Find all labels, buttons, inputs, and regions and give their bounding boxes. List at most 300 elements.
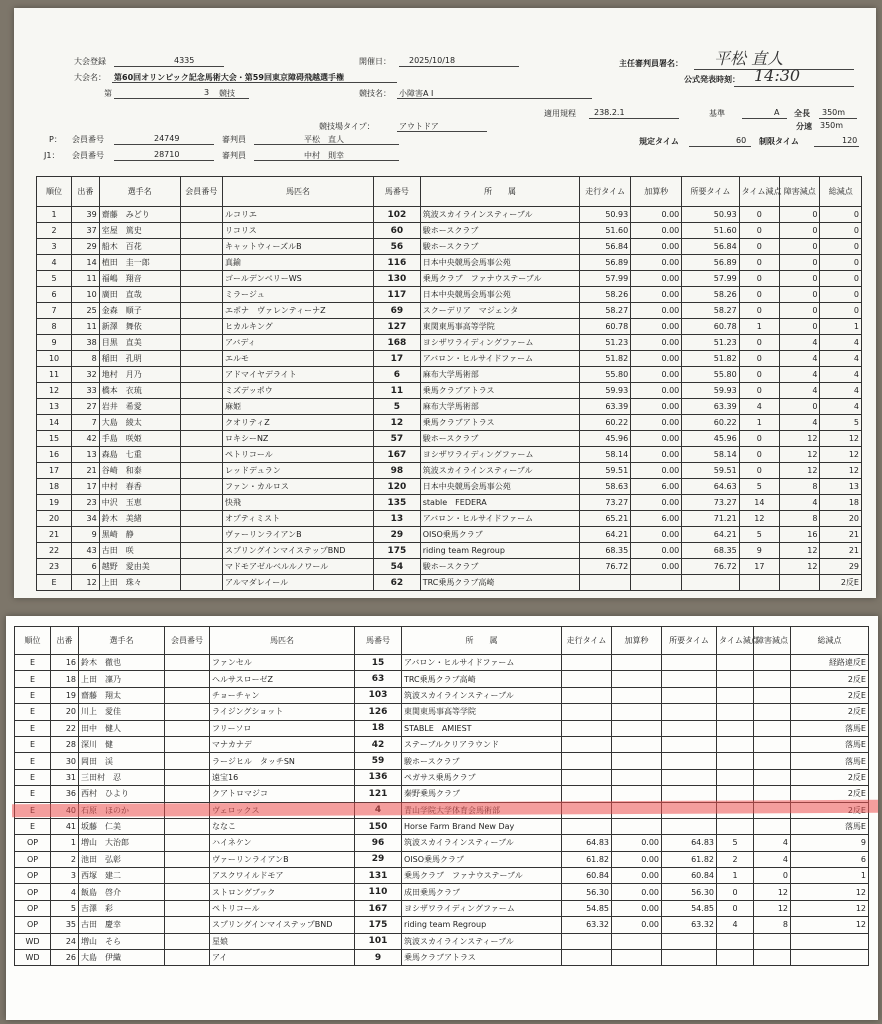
cell-horse-no: 6	[373, 367, 420, 383]
column-header-jump-faults: 障害減点	[780, 177, 820, 207]
column-header-horse-no: 馬番号	[355, 627, 402, 655]
table-row	[37, 303, 862, 319]
cell-horse-no: 127	[373, 319, 420, 335]
cell-time-faults: 5	[717, 835, 754, 851]
table-row	[15, 704, 869, 720]
cell-total-faults: 4	[820, 399, 862, 415]
cell-start-no: 21	[72, 463, 100, 479]
cell-run-time: 59.51	[580, 463, 631, 479]
cell-added-sec	[612, 687, 662, 703]
cell-rank: OP	[15, 884, 51, 900]
cell-run-time: 45.96	[580, 431, 631, 447]
cell-run-time: 76.72	[580, 559, 631, 575]
cell-member-no	[180, 399, 223, 415]
table-row	[15, 671, 869, 687]
cell-jump-faults: 0	[780, 223, 820, 239]
cell-run-time	[562, 655, 612, 671]
cell-rank: 3	[37, 239, 72, 255]
j1-judge-label: 審判員	[222, 151, 246, 160]
cell-horse-no: 167	[355, 900, 402, 916]
cell-added-sec: 0.00	[631, 415, 682, 431]
cell-added-sec: 0.00	[631, 367, 682, 383]
cell-total-faults: 0	[820, 207, 862, 223]
cell-time-faults: 5	[739, 527, 779, 543]
cell-time-faults: 0	[739, 431, 779, 447]
cell-start-no: 26	[51, 950, 79, 966]
cell-run-time: 55.80	[580, 367, 631, 383]
cell-rider-name: 中村 春香	[99, 479, 180, 495]
cell-run-time: 57.99	[580, 271, 631, 287]
event-date: 2025/10/18	[409, 56, 456, 65]
cell-member-no	[165, 917, 210, 933]
cell-member-no	[180, 543, 223, 559]
cell-horse-no: 11	[373, 383, 420, 399]
table-row	[15, 851, 869, 867]
cell-total-time	[662, 655, 717, 671]
cell-member-no	[180, 223, 223, 239]
cell-run-time	[562, 671, 612, 687]
cell-affiliation: 麻布大学馬術部	[420, 399, 579, 415]
cell-affiliation: 筑波スカイラインスティーブル	[402, 933, 562, 949]
cell-affiliation: 駿ホースクラブ	[420, 431, 579, 447]
cell-start-no: 32	[72, 367, 100, 383]
event-name: 第60回オリンピック記念馬術大会・第59回東京障碍飛越選手権	[114, 73, 344, 82]
cell-total-time	[662, 736, 717, 752]
cell-affiliation: ヨシザワライディングファーム	[420, 335, 579, 351]
cell-member-no	[165, 687, 210, 703]
cell-member-no	[180, 271, 223, 287]
cell-jump-faults: 12	[754, 900, 791, 916]
length-label: 全長	[794, 109, 810, 118]
cell-added-sec: 0.00	[631, 239, 682, 255]
cell-jump-faults: 12	[780, 463, 820, 479]
table-row	[15, 900, 869, 916]
cell-jump-faults: 8	[780, 479, 820, 495]
cell-run-time: 58.14	[580, 447, 631, 463]
cell-rank: 20	[37, 511, 72, 527]
cell-horse-no: 17	[373, 351, 420, 367]
cell-horse-no: 102	[373, 207, 420, 223]
cell-horse-name: ヒカルキング	[223, 319, 374, 335]
cell-start-no: 5	[51, 900, 79, 916]
cell-jump-faults: 4	[780, 383, 820, 399]
cell-rider-name: 三田村 忍	[79, 769, 165, 785]
cell-member-no	[180, 559, 223, 575]
cell-horse-no: 101	[355, 933, 402, 949]
cell-added-sec: 0.00	[631, 303, 682, 319]
cell-rank: 1	[37, 207, 72, 223]
cell-horse-name: キャットウィーズルB	[223, 239, 374, 255]
cell-horse-name: クオリティZ	[223, 415, 374, 431]
column-header-total-time: 所要タイム	[662, 627, 717, 655]
column-header-rank: 順位	[37, 177, 72, 207]
cell-run-time	[580, 575, 631, 591]
cell-jump-faults: 0	[780, 255, 820, 271]
cell-start-no: 35	[51, 917, 79, 933]
cell-rank: 11	[37, 367, 72, 383]
cell-time-faults: 1	[717, 868, 754, 884]
cell-start-no: 37	[72, 223, 100, 239]
cell-member-no	[180, 367, 223, 383]
cell-horse-name: リコリス	[223, 223, 374, 239]
cell-rank: OP	[15, 900, 51, 916]
cell-time-faults: 0	[739, 335, 779, 351]
cell-total-faults: 0	[820, 223, 862, 239]
cell-rider-name: 鈴木 徹也	[79, 655, 165, 671]
cell-run-time: 61.82	[562, 851, 612, 867]
cell-added-sec: 0.00	[631, 271, 682, 287]
column-header-jump-faults: 障害減点	[754, 627, 791, 655]
cell-rider-name: 植田 圭一郎	[99, 255, 180, 271]
cell-start-no: 27	[72, 399, 100, 415]
cell-member-no	[165, 900, 210, 916]
cell-jump-faults: 0	[780, 319, 820, 335]
cell-horse-name: マナカナデ	[210, 736, 355, 752]
cell-start-no: 12	[72, 575, 100, 591]
cell-rider-name: 古田 慶幸	[79, 917, 165, 933]
cell-horse-name: ハイネケン	[210, 835, 355, 851]
cell-total-time: 56.89	[682, 255, 739, 271]
cell-time-faults: 0	[739, 303, 779, 319]
cell-rider-name: 船木 百花	[99, 239, 180, 255]
cell-rank: OP	[15, 868, 51, 884]
cell-jump-faults: 12	[780, 559, 820, 575]
cell-horse-name: ファン・カルロス	[223, 479, 374, 495]
cell-total-time: 56.84	[682, 239, 739, 255]
cell-added-sec: 0.00	[612, 900, 662, 916]
cell-run-time: 68.35	[580, 543, 631, 559]
table-row	[37, 271, 862, 287]
cell-rank: 14	[37, 415, 72, 431]
cell-time-faults: 0	[717, 900, 754, 916]
table-row	[15, 769, 869, 785]
j1-member-label: 会員番号	[72, 151, 104, 160]
table-row	[37, 543, 862, 559]
cell-affiliation: 筑波スカイラインスティーブル	[420, 207, 579, 223]
table-row	[15, 933, 869, 949]
cell-member-no	[180, 303, 223, 319]
cell-start-no: 34	[72, 511, 100, 527]
cell-run-time	[562, 950, 612, 966]
cell-horse-name: ストロングブック	[210, 884, 355, 900]
cell-total-time	[662, 786, 717, 802]
cell-rank: 4	[37, 255, 72, 271]
cell-rider-name: 増山 大治郎	[79, 835, 165, 851]
cell-start-no: 22	[51, 720, 79, 736]
cell-horse-name: ヘルサスローゼZ	[210, 671, 355, 687]
cell-total-time: 51.60	[682, 223, 739, 239]
cell-jump-faults: 0	[780, 207, 820, 223]
cell-run-time	[562, 769, 612, 785]
cell-horse-name: アバディ	[223, 335, 374, 351]
reg-label: 大会登録	[74, 57, 106, 66]
cell-rider-name: 金森 順子	[99, 303, 180, 319]
column-header-rank: 順位	[15, 627, 51, 655]
cell-rider-name: 坂藤 仁美	[79, 818, 165, 834]
cell-rider-name: 西塚 建二	[79, 868, 165, 884]
cell-start-no: 17	[72, 479, 100, 495]
cell-rank: 19	[37, 495, 72, 511]
cell-affiliation: 乗馬クラブアトラス	[420, 415, 579, 431]
cell-added-sec	[612, 720, 662, 736]
cell-start-no: 24	[51, 933, 79, 949]
cell-jump-faults	[754, 933, 791, 949]
cell-affiliation: 筑波スカイラインスティーブル	[420, 463, 579, 479]
cell-time-faults	[717, 655, 754, 671]
cell-total-time: 71.21	[682, 511, 739, 527]
cell-jump-faults: 0	[780, 399, 820, 415]
cell-start-no: 3	[51, 868, 79, 884]
cell-added-sec: 0.00	[631, 351, 682, 367]
cell-rank: 17	[37, 463, 72, 479]
cell-added-sec	[612, 736, 662, 752]
cell-affiliation: 日本中央競馬会馬事公苑	[420, 255, 579, 271]
cell-time-faults: 12	[739, 511, 779, 527]
cell-time-faults	[717, 720, 754, 736]
cell-affiliation: 乗馬クラブアトラス	[402, 950, 562, 966]
cell-horse-no: 150	[355, 818, 402, 834]
venue-label: 競技場タイプ：	[319, 122, 375, 131]
cell-horse-no: 54	[373, 559, 420, 575]
cell-rider-name: 池田 弘彰	[79, 851, 165, 867]
speed-value: 350m	[820, 121, 844, 130]
allowed-time-label: 規定タイム	[639, 137, 679, 146]
cell-time-faults	[717, 769, 754, 785]
cell-rider-name: 鈴木 美緒	[99, 511, 180, 527]
cell-jump-faults: 12	[780, 543, 820, 559]
cell-time-faults: 0	[739, 255, 779, 271]
cell-jump-faults: 4	[780, 367, 820, 383]
cell-jump-faults: 8	[754, 917, 791, 933]
cell-horse-name: ファンセル	[210, 655, 355, 671]
cell-total-time: 51.82	[682, 351, 739, 367]
column-header-run-time: 走行タイム	[562, 627, 612, 655]
column-header-horse-name: 馬匹名	[210, 627, 355, 655]
cell-run-time: 58.63	[580, 479, 631, 495]
event-name-label: 大会名：	[74, 73, 106, 82]
cell-added-sec: 0.00	[631, 335, 682, 351]
cell-rank: WD	[15, 933, 51, 949]
date-label: 開催日：	[359, 57, 391, 66]
table-row	[37, 319, 862, 335]
cell-start-no: 31	[51, 769, 79, 785]
cell-affiliation: ステーブルクリアラウンド	[402, 736, 562, 752]
cell-horse-name: 星娘	[210, 933, 355, 949]
cell-run-time: 50.93	[580, 207, 631, 223]
cell-total-time	[682, 575, 739, 591]
cell-start-no: 23	[72, 495, 100, 511]
cell-total-faults: 12	[820, 447, 862, 463]
cell-time-faults	[717, 687, 754, 703]
cell-horse-name: エルモ	[223, 351, 374, 367]
cell-rider-name: 岡田 渓	[79, 753, 165, 769]
cell-horse-name: チョーチャン	[210, 687, 355, 703]
cell-added-sec: 0.00	[631, 495, 682, 511]
cell-horse-name: ペトリコール	[210, 900, 355, 916]
cell-total-faults: 13	[820, 479, 862, 495]
cell-added-sec: 0.00	[612, 884, 662, 900]
table-row	[15, 687, 869, 703]
cell-total-faults: 5	[820, 415, 862, 431]
judge-sign-label: 主任審判員署名：	[619, 59, 683, 68]
cell-jump-faults	[780, 575, 820, 591]
cell-total-faults: 落馬E	[791, 736, 869, 752]
venue-value: アウトドア	[399, 122, 439, 131]
cell-added-sec: 0.00	[631, 447, 682, 463]
table-row	[37, 383, 862, 399]
cell-start-no: 39	[72, 207, 100, 223]
cell-member-no	[180, 575, 223, 591]
cell-jump-faults: 0	[780, 239, 820, 255]
cell-rank: OP	[15, 917, 51, 933]
cell-member-no	[180, 495, 223, 511]
cell-horse-no: 121	[355, 786, 402, 802]
table-row	[37, 255, 862, 271]
cell-added-sec: 0.00	[631, 431, 682, 447]
cell-run-time: 54.85	[562, 900, 612, 916]
cell-start-no: 4	[51, 884, 79, 900]
cell-total-faults: 4	[820, 367, 862, 383]
cell-time-faults	[717, 933, 754, 949]
cell-horse-name: ななこ	[210, 818, 355, 834]
cell-horse-name: アスクワイルドモア	[210, 868, 355, 884]
cell-affiliation: 駿ホースクラブ	[420, 239, 579, 255]
length-value: 350m	[822, 108, 846, 117]
cell-run-time: 63.32	[562, 917, 612, 933]
cell-rank: E	[15, 753, 51, 769]
cell-start-no: 43	[72, 543, 100, 559]
cell-time-faults	[717, 753, 754, 769]
cell-total-faults: 2反E	[791, 786, 869, 802]
table-row	[37, 559, 862, 575]
cell-rank: 15	[37, 431, 72, 447]
cell-jump-faults	[754, 950, 791, 966]
cell-total-faults: 0	[820, 271, 862, 287]
cell-jump-faults: 4	[780, 495, 820, 511]
cell-rider-name: 中沢 玉恵	[99, 495, 180, 511]
table-row	[37, 415, 862, 431]
class-name: 小障害A Ⅰ	[399, 89, 434, 98]
cell-rank: WD	[15, 950, 51, 966]
cell-added-sec	[612, 786, 662, 802]
cell-rank: 2	[37, 223, 72, 239]
cell-added-sec: 0.00	[631, 319, 682, 335]
cell-total-faults: 12	[791, 884, 869, 900]
cell-start-no: 20	[51, 704, 79, 720]
table-row	[15, 818, 869, 834]
cell-horse-name: アルマダレイール	[223, 575, 374, 591]
cell-member-no	[165, 671, 210, 687]
cell-rider-name: 福嶋 翔音	[99, 271, 180, 287]
cell-horse-name: マドモアゼルベルルノワール	[223, 559, 374, 575]
cell-jump-faults	[754, 671, 791, 687]
cell-added-sec	[631, 575, 682, 591]
cell-total-time: 58.14	[682, 447, 739, 463]
cell-horse-no: 120	[373, 479, 420, 495]
cell-total-faults: 経路違反E	[791, 655, 869, 671]
cell-jump-faults	[754, 736, 791, 752]
cell-start-no: 8	[72, 351, 100, 367]
cell-horse-name: ヴァーリンライアンB	[223, 527, 374, 543]
cell-jump-faults	[754, 769, 791, 785]
cell-horse-no: 110	[355, 884, 402, 900]
column-header-time-faults: タイム減点	[717, 627, 754, 655]
cell-rank: E	[15, 704, 51, 720]
cell-jump-faults: 4	[780, 335, 820, 351]
cell-run-time	[562, 818, 612, 834]
cell-added-sec: 0.00	[631, 287, 682, 303]
column-header-total-faults: 総減点	[820, 177, 862, 207]
cell-jump-faults	[754, 818, 791, 834]
cell-jump-faults: 16	[780, 527, 820, 543]
cell-rank: 12	[37, 383, 72, 399]
cell-added-sec	[612, 950, 662, 966]
cell-jump-faults	[754, 704, 791, 720]
cell-time-faults: 0	[739, 367, 779, 383]
cell-run-time: 59.93	[580, 383, 631, 399]
cell-time-faults: 0	[739, 447, 779, 463]
cell-horse-name: ライジングショット	[210, 704, 355, 720]
cell-horse-name: ミズデッポウ	[223, 383, 374, 399]
column-header-horse-no: 馬番号	[373, 177, 420, 207]
cell-total-time	[662, 704, 717, 720]
cell-time-faults	[717, 950, 754, 966]
cell-added-sec: 0.00	[612, 868, 662, 884]
cell-run-time: 60.84	[562, 868, 612, 884]
cell-jump-faults: 0	[754, 868, 791, 884]
cell-horse-no: 29	[373, 527, 420, 543]
cell-member-no	[180, 319, 223, 335]
table-row	[37, 511, 862, 527]
cell-horse-no: 56	[373, 239, 420, 255]
cell-rider-name: 稲田 孔明	[99, 351, 180, 367]
cell-start-no: 9	[72, 527, 100, 543]
cell-affiliation: 秦野乗馬クラブ	[402, 786, 562, 802]
cell-horse-name: ゴールデンベリーWS	[223, 271, 374, 287]
cell-time-faults: 0	[739, 287, 779, 303]
cell-total-faults: 12	[820, 463, 862, 479]
cell-horse-name: レッドデュラン	[223, 463, 374, 479]
cell-start-no: 30	[51, 753, 79, 769]
cell-rank: 9	[37, 335, 72, 351]
cell-horse-no: 29	[355, 851, 402, 867]
cell-run-time: 63.39	[580, 399, 631, 415]
column-header-horse-name: 馬匹名	[223, 177, 374, 207]
cell-added-sec	[612, 753, 662, 769]
allowed-time-value: 60	[736, 136, 747, 145]
cell-horse-name: アドマイヤデライト	[223, 367, 374, 383]
cell-horse-name: ペトリコール	[223, 447, 374, 463]
cell-member-no	[180, 287, 223, 303]
cell-total-time: 64.63	[682, 479, 739, 495]
cell-total-time: 60.78	[682, 319, 739, 335]
j1-judge-name: 中村 則幸	[304, 151, 344, 160]
cell-start-no: 25	[72, 303, 100, 319]
cell-affiliation: 筑波スカイラインスティーブル	[402, 687, 562, 703]
cell-jump-faults: 4	[754, 835, 791, 851]
cell-affiliation: 駿ホースクラブ	[402, 753, 562, 769]
table-row	[15, 736, 869, 752]
cell-total-time: 58.26	[682, 287, 739, 303]
results-table-main	[36, 176, 862, 591]
cell-member-no	[180, 239, 223, 255]
cell-run-time: 56.84	[580, 239, 631, 255]
column-header-time-faults: タイム減点	[739, 177, 779, 207]
cell-time-faults	[717, 736, 754, 752]
cell-horse-no: 116	[373, 255, 420, 271]
cell-start-no: 11	[72, 271, 100, 287]
cell-horse-no: 175	[355, 917, 402, 933]
